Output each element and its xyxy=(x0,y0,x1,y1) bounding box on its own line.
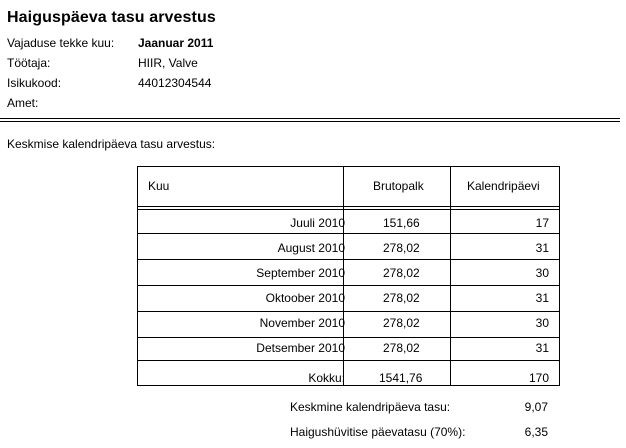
position-label: Amet: xyxy=(7,96,39,110)
average-daily-label: Keskmine kalendripäeva tasu: xyxy=(290,400,451,414)
period-value: Jaanuar 2011 xyxy=(138,36,214,50)
header-divider xyxy=(137,206,560,207)
header-gross: Brutopalk xyxy=(373,179,424,193)
table-row-month: Detsember 2010 xyxy=(256,341,345,355)
table-row-days: 17 xyxy=(535,216,549,230)
table-row-gross: 278,02 xyxy=(383,341,420,355)
table-row-month: November 2010 xyxy=(259,316,345,330)
row-divider-3 xyxy=(137,285,560,286)
column-divider-gross xyxy=(450,166,451,386)
row-divider-4 xyxy=(137,311,560,312)
table-row-gross: 151,66 xyxy=(383,216,420,230)
table-row-days: 30 xyxy=(535,266,549,280)
header-divider-bottom xyxy=(0,121,620,122)
table-row-month: Juuli 2010 xyxy=(290,216,345,230)
header-month: Kuu xyxy=(148,179,170,193)
sick-daily-value: 6,35 xyxy=(524,425,548,439)
employee-label: Töötaja: xyxy=(7,56,51,70)
id-value: 44012304544 xyxy=(138,76,212,90)
table-row-gross: 278,02 xyxy=(383,266,420,280)
table-row-month: Oktoober 2010 xyxy=(265,291,345,305)
page-title: Haiguspäeva tasu arvestus xyxy=(7,9,216,26)
total-days: 170 xyxy=(528,371,549,385)
header-divider-double xyxy=(137,209,560,210)
section-title: Keskmise kalendripäeva tasu arvestus: xyxy=(7,137,216,151)
row-divider-1 xyxy=(137,233,560,234)
salary-table xyxy=(137,166,560,386)
table-row-days: 31 xyxy=(535,291,549,305)
row-divider-5 xyxy=(137,337,560,338)
id-label: Isikukood: xyxy=(7,76,62,90)
table-row-month: August 2010 xyxy=(277,241,345,255)
average-daily-value: 9,07 xyxy=(524,400,548,414)
table-row-days: 31 xyxy=(535,241,549,255)
table-row-gross: 278,02 xyxy=(383,291,420,305)
sick-daily-label: Haigushüvitise päevatasu (70%): xyxy=(290,425,466,439)
table-row-month: September 2010 xyxy=(256,266,345,280)
employee-value: HIIR, Valve xyxy=(138,56,198,70)
row-divider-2 xyxy=(137,259,560,260)
header-days: Kalendripäevi xyxy=(467,179,540,193)
header-divider-top xyxy=(0,118,620,119)
table-row-gross: 278,02 xyxy=(383,241,420,255)
table-row-days: 31 xyxy=(535,341,549,355)
table-row-days: 30 xyxy=(535,316,549,330)
period-label: Vajaduse tekke kuu: xyxy=(7,36,115,50)
total-label: Kokku: xyxy=(308,371,345,385)
table-row-gross: 278,02 xyxy=(383,316,420,330)
total-divider xyxy=(137,360,560,361)
total-gross: 1541,76 xyxy=(379,371,423,385)
